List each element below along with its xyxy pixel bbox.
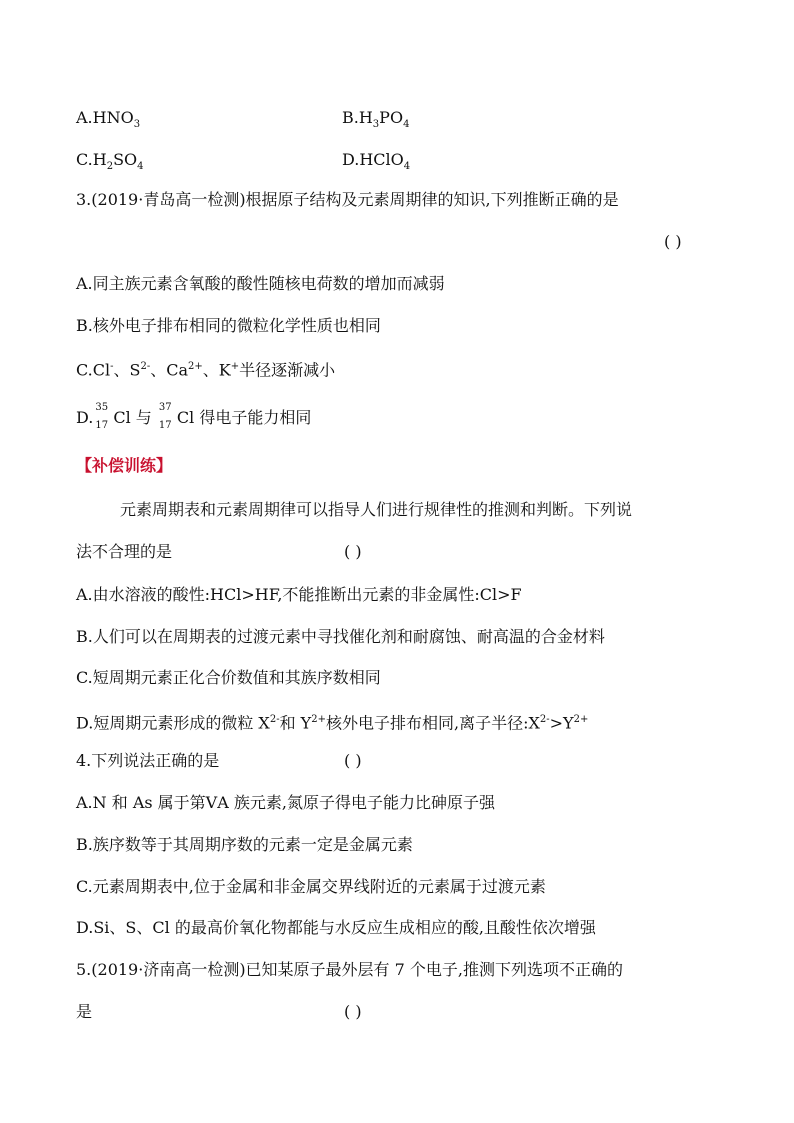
question-4-option-c: C.元素周期表中,位于金属和非金属交界线附近的元素属于过渡元素 xyxy=(76,877,546,896)
question-5-answer-blank: ( ) xyxy=(344,1002,362,1021)
supplement-stem-line-1: 元素周期表和元素周期律可以指导人们进行规律性的推测和判断。下列说 xyxy=(120,500,633,519)
question-3-option-a: A.同主族元素含氧酸的酸性随核电荷数的增加而减弱 xyxy=(76,274,445,293)
supplement-answer-blank: ( ) xyxy=(344,542,362,561)
question-5-stem-line-2: 是 xyxy=(76,1002,93,1021)
question-5-stem-line-1: 5.(2019·济南高一检测)已知某原子最外层有 7 个电子,推测下列选项不正确的 xyxy=(76,960,623,979)
question-3-option-b: B.核外电子排布相同的微粒化学性质也相同 xyxy=(76,316,381,335)
question-3-answer-blank: ( ) xyxy=(664,232,682,251)
option-c-h2so4: $C.H_2SO_4$ xyxy=(76,150,144,173)
supplement-heading: 【补偿训练】 xyxy=(76,456,173,475)
supplement-option-a: A.由水溶液的酸性:HCl>HF,不能推断出元素的非金属性:Cl>F xyxy=(76,585,522,604)
question-4-option-d: D.Si、S、Cl 的最高价氧化物都能与水反应生成相应的酸,且酸性依次增强 xyxy=(76,918,596,937)
question-3-stem: 3.(2019·青岛高一检测)根据原子结构及元素周期律的知识,下列推断正确的是 xyxy=(76,190,619,209)
question-3-option-c: C.Cl-、$S^{2-}$、$Ca^{2+}$、K+半径逐渐减小 xyxy=(76,360,336,380)
question-4-answer-blank: ( ) xyxy=(344,751,362,770)
question-3-option-d: D. 35 17 Cl 与 37 17 Cl 得电子能力相同 xyxy=(76,401,312,431)
question-4-stem: 4.下列说法正确的是 xyxy=(76,751,220,770)
supplement-option-c: C.短周期元素正化合价数值和其族序数相同 xyxy=(76,668,381,687)
question-4-option-b: B.族序数等于其周期序数的元素一定是金属元素 xyxy=(76,835,413,854)
option-a-hno3: $A.HNO_3$ xyxy=(76,108,141,131)
supplement-option-d: D.短周期元素形成的微粒 $X^{2-}$和 $Y^{2+}$核外电子排布相同,离子半径$:X^{2-}>Y^{2+}$ xyxy=(76,713,589,733)
option-b-h3po4: $B.H_3PO_4$ xyxy=(342,108,410,131)
supplement-option-b: B.人们可以在周期表的过渡元素中寻找催化剂和耐腐蚀、耐高温的合金材料 xyxy=(76,627,605,646)
supplement-stem-line-2: 法不合理的是 xyxy=(76,542,173,561)
isotope-label-37-17: 37 17 xyxy=(158,401,172,431)
option-d-hclo4: D.HClO$_4$ xyxy=(342,150,411,173)
isotope-label-35-17: 35 17 xyxy=(95,401,109,431)
question-4-option-a: A.N 和 As 属于第ⅤA 族元素,氮原子得电子能力比砷原子强 xyxy=(76,793,495,812)
